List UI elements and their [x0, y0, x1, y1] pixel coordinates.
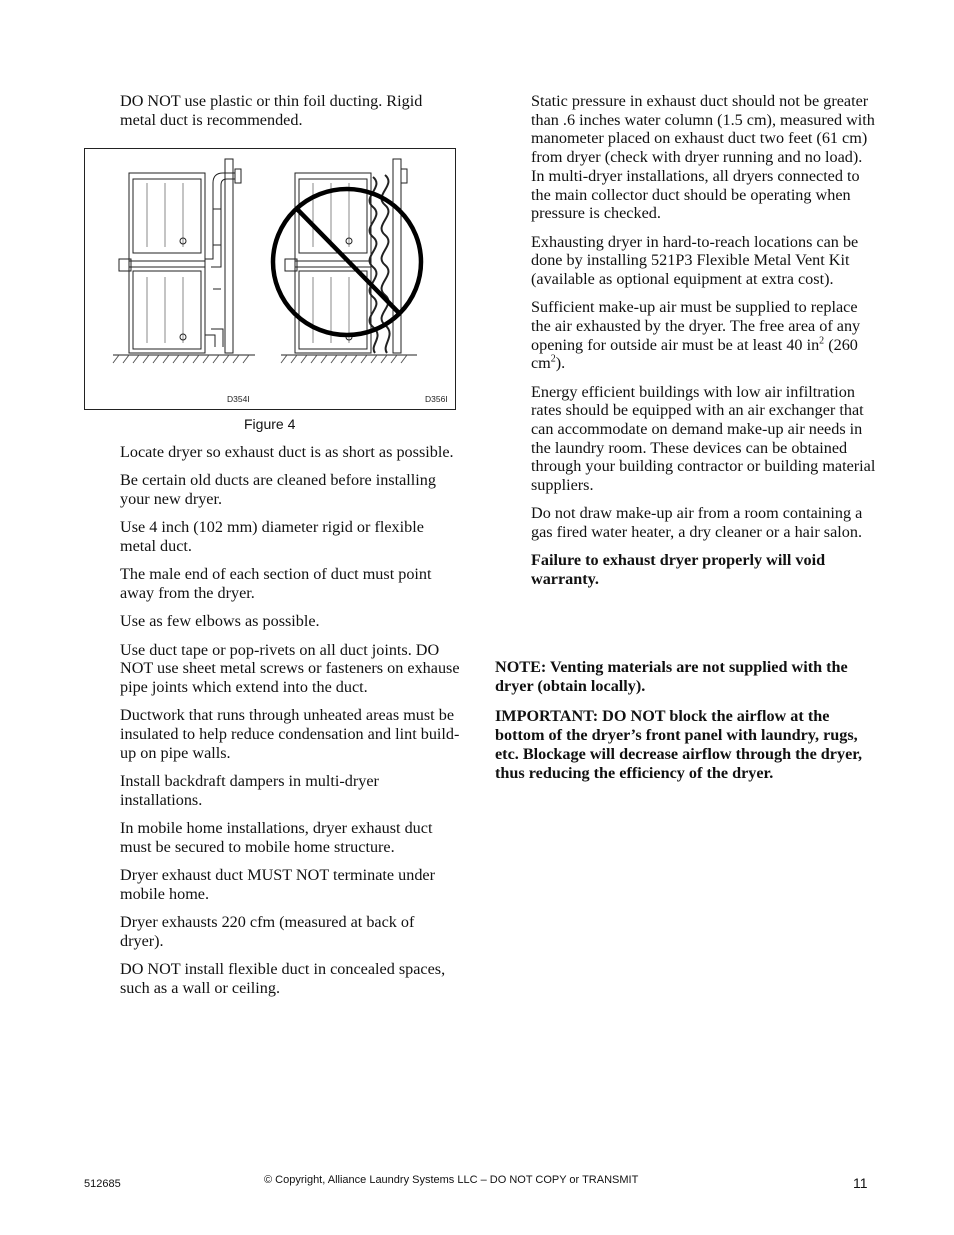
document-number: 512685 — [84, 1178, 121, 1190]
paragraph: Be certain old ducts are cleaned before installing your new dryer. — [120, 471, 436, 508]
page-number: 11 — [853, 1175, 868, 1191]
left-column-body — [120, 443, 462, 1007]
paragraph: Dryer exhaust duct MUST NOT terminate under mobile home. — [120, 866, 435, 903]
paragraph: DO NOT install flexible duct in concealed spaces, such as a wall or ceiling. — [120, 960, 446, 997]
notes-section — [495, 658, 875, 794]
paragraph: The male end of each section of duct must point away from the dryer. — [120, 565, 432, 602]
venting-note: NOTE: Venting materials are not supplied with the dryer (obtain locally). — [495, 658, 848, 695]
paragraph: In mobile home installations, dryer exhaust duct must be secured to mobile home structure. — [120, 819, 433, 856]
figure-code-left: D354I — [227, 394, 250, 404]
paragraph: Ductwork that runs through unheated areas must be insulated to help reduce condensation and lint build-up on pipe walls. — [120, 706, 460, 762]
important-note: IMPORTANT: DO NOT block the airflow at the bottom of the dryer’s front panel with laundry, rugs, etc. Blockage will decrease airflow through the dryer, thus reducing the efficiency of the dryer. — [495, 707, 863, 782]
left-column — [120, 92, 462, 129]
right-column — [531, 92, 876, 598]
paragraph: Use 4 inch (102 mm) diameter rigid or flexible metal duct. — [120, 518, 424, 555]
figure-4-illustration — [84, 148, 456, 410]
figure-code-right: D356I — [425, 394, 448, 404]
wall-right — [393, 159, 407, 353]
rigid-duct — [205, 173, 235, 347]
intro-paragraph: DO NOT use plastic or thin foil ducting. Rigid metal duct is recommended. — [120, 92, 423, 129]
paragraph: Dryer exhausts 220 cfm (measured at back of dryer). — [120, 913, 415, 950]
stacked-dryer-right — [285, 173, 371, 353]
figure-caption: Figure 4 — [244, 416, 296, 432]
warranty-warning: Failure to exhaust dryer properly will void warranty. — [531, 551, 826, 589]
dryer-venting-diagram — [85, 149, 455, 409]
paragraph: Install backdraft dampers in multi-dryer installations. — [120, 772, 379, 809]
floor-right — [281, 355, 417, 363]
wall-left — [225, 159, 241, 353]
floor-left — [113, 355, 255, 363]
static-pressure-paragraph: Static pressure in exhaust duct should not be greater than .6 inches water column (1.5 cm), measured with manometer placed on exhaust duct two feet (61 cm) from dryer (check with dryer running and no load). In multi-dryer installations, all dryers connected to the main collector duct should be operating when pressure is checked. — [531, 92, 875, 223]
paragraph: Use duct tape or pop-rivets on all duct joints. DO NOT use sheet metal screws or fasteners on exhause pipe joints which extend into the duct. — [120, 640, 460, 696]
stacked-dryer-left — [119, 173, 205, 353]
vent-kit-paragraph: Exhausting dryer in hard-to-reach locations can be done by installing 521P3 Flexible Metal Vent Kit (available as optional equipment at extra cost). — [531, 232, 859, 288]
paragraph: Locate dryer so exhaust duct is as short as possible. — [120, 443, 454, 461]
paragraph: Use as few elbows as possible. — [120, 612, 320, 631]
energy-efficient-paragraph: Energy efficient buildings with low air infiltration rates should be equipped with an air exchanger that can accommodate on demand make-up air needs in the laundry room. These devices can be obtained through your building contractor or building material suppliers. — [531, 382, 876, 495]
make-up-air-paragraph: Sufficient make-up air must be supplied to replace the air exhausted by the dryer. The free area of any opening for outside air must be at least 40 $in^2$ (260 $cm^2$). — [531, 298, 861, 373]
make-up-air-source-paragraph: Do not draw make-up air from a room containing a gas fired water heater, a dry cleaner or a hair salon. — [531, 504, 863, 542]
copyright-notice: © Copyright, Alliance Laundry Systems LLC – DO NOT COPY or TRANSMIT — [264, 1174, 639, 1186]
